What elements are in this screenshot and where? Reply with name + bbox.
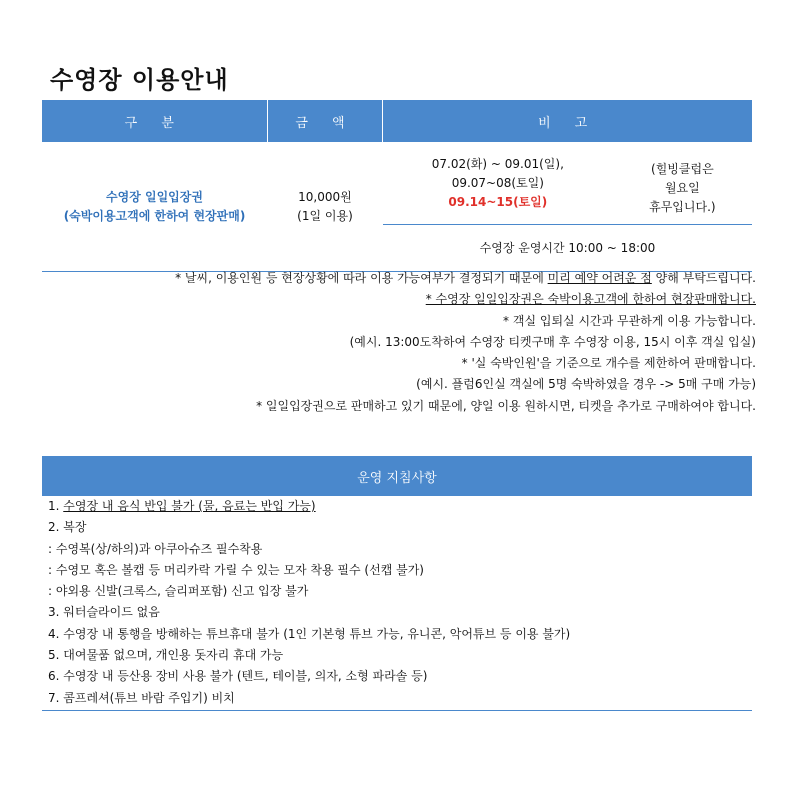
rule-number: 1. bbox=[48, 499, 64, 513]
dates-cell bbox=[383, 142, 613, 225]
list-item: 2. 복장 bbox=[48, 520, 87, 535]
list-item: 5. 대여물품 없으며, 개인용 돗자리 휴대 가능 bbox=[48, 648, 284, 663]
list-item: : 수영모 혹은 볼캡 등 머리카락 가릴 수 있는 모자 착용 필수 (선캡 불가) bbox=[48, 562, 424, 577]
ticket-cell bbox=[42, 142, 267, 272]
note-item: * 수영장 일일입장권은 숙박이용고객에 한하여 현장판매합니다. bbox=[425, 292, 756, 307]
notes-section bbox=[42, 268, 756, 417]
note-item: * 일일입장권으로 판매하고 있기 때문에, 양일 이용 원하시면, 티켓을 추가로 구매하여야 합니다. bbox=[256, 398, 756, 413]
note-item bbox=[42, 268, 756, 289]
operating-hours: 수영장 운영시간 10:00 ~ 18:00 bbox=[383, 225, 752, 272]
dates-line1: 07.02(화) ~ 09.01(일), bbox=[431, 156, 564, 171]
note-line2: 월요일 bbox=[664, 181, 700, 195]
page-title: 수영장 이용안내 bbox=[50, 66, 229, 94]
list-item: : 수영복(상/하의)과 아쿠아슈즈 필수착용 bbox=[48, 541, 263, 556]
ticket-name: 수영장 일일입장권 bbox=[106, 189, 203, 204]
table-row bbox=[42, 142, 752, 225]
note-line1: (힐빙클럽은 bbox=[651, 162, 714, 176]
list-item: : 야외용 신발(크록스, 슬리퍼포함) 신고 입장 불가 bbox=[48, 584, 309, 599]
header-category: 구 분 bbox=[42, 100, 267, 142]
dates-line3: 09.14~15(토일) bbox=[448, 194, 548, 209]
ticket-condition: (숙박이용고객에 한하여 현장판매) bbox=[63, 208, 246, 223]
note-text: 양해 부탁드립니다. bbox=[651, 271, 756, 285]
list-item: 4. 수영장 내 통행을 방해하는 튜브휴대 불가 (1인 기본형 튜브 가능, 유니콘, 악어튜브 등 이용 불가) bbox=[48, 626, 571, 641]
note-underlined: 미리 예약 어려운 점 bbox=[547, 271, 652, 285]
pool-info-table bbox=[42, 100, 752, 272]
note-line3: 휴무입니다.) bbox=[649, 200, 716, 214]
price-value: 10,000원 bbox=[298, 189, 352, 204]
note-item: * 객실 입퇴실 시간과 무관하게 이용 가능합니다. bbox=[503, 313, 756, 328]
list-item bbox=[42, 496, 752, 517]
header-price: 금 액 bbox=[267, 100, 383, 142]
note-item: (예시. 13:00도착하여 수영장 티켓구매 후 수영장 이용, 15시 이후 객실 입실) bbox=[349, 334, 756, 349]
list-item: 3. 워터슬라이드 없음 bbox=[48, 605, 160, 620]
list-item: 6. 수영장 내 등산용 장비 사용 불가 (텐트, 테이블, 의자, 소형 파라솔 등) bbox=[48, 669, 428, 684]
dates-line2: 09.07~08(토일) bbox=[451, 175, 544, 190]
rule-text: 수영장 내 음식 반입 불가 (물, 음료는 반입 가능) bbox=[63, 499, 316, 513]
list-item: 7. 콤프레셔(튜브 바람 주입기) 비치 bbox=[48, 690, 235, 705]
rules-header: 운영 지침사항 bbox=[42, 456, 752, 496]
table-header-row bbox=[42, 100, 752, 142]
closed-note-cell bbox=[613, 142, 752, 225]
price-cell bbox=[267, 142, 383, 272]
rules-list bbox=[42, 496, 752, 711]
note-text: * 날씨, 이용인원 등 현장상황에 따라 이용 가능여부가 결정되기 때문에 bbox=[175, 271, 548, 285]
price-duration: (1일 이용) bbox=[297, 208, 353, 223]
header-remarks: 비 고 bbox=[383, 100, 752, 142]
note-item: * '실 숙박인원'을 기준으로 개수를 제한하여 판매합니다. bbox=[461, 356, 756, 371]
note-item: (예시. 플럼6인실 객실에 5명 숙박하였을 경우 -> 5매 구매 가능) bbox=[416, 377, 756, 392]
